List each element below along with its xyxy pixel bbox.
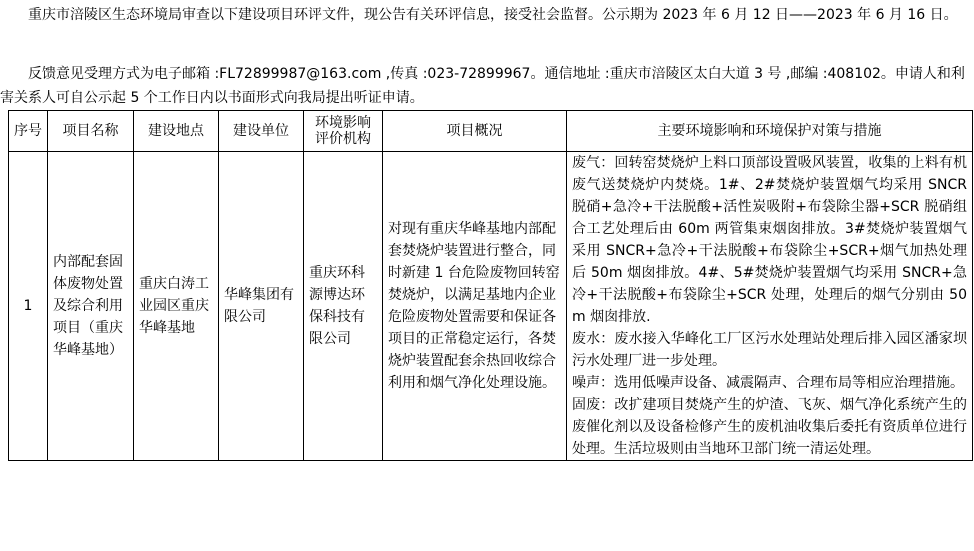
notice-paragraph-feedback: 反馈意见受理方式为电子邮箱 :FL72899987@163.com ,传真 :023-72899967。通信地址 :重庆市涪陵区太白大道 3 号 ,邮编 :408102。申请人和利害关系人可自公示起 5 个工作日内以书面形式向我局提出听证申请。 — [0, 66, 965, 106]
header-overview: 项目概况 — [383, 111, 567, 152]
header-project-name: 项目名称 — [48, 111, 134, 152]
cell-project-name: 内部配套固体废物处置及综合利用项目（重庆华峰基地） — [48, 152, 134, 461]
cell-unit: 华峰集团有限公司 — [219, 152, 304, 461]
table-row — [9, 152, 973, 461]
cell-eia-agency: 重庆环科源博达环保科技有限公司 — [304, 152, 383, 461]
header-seq: 序号 — [9, 111, 48, 152]
measure-solid: 固废：改扩建项目焚烧产生的炉渣、飞灰、烟气净化系统产生的废催化剂以及设备检修产生的废机油收集后委托有资质单位进行处理。生活垃圾则由当地环卫部门统一清运处理。 — [572, 397, 967, 457]
project-table — [8, 110, 973, 461]
notice-paragraph-publicity: 重庆市涪陵区生态环境局审查以下建设项目环评文件，现公告有关环评信息，接受社会监督。公示期为 2023 年 6 月 12 日——2023 年 6 月 16 日。 — [28, 7, 958, 23]
cell-overview: 对现有重庆华峰基地内部配套焚烧炉装置进行整合，同时新建 1 台危险废物回转窑焚烧炉，以满足基地内企业危险废物处置需要和保证各项目的正常稳定运行，各焚烧炉装置配套余热回收综合利用和烟气净化处理设施。 — [383, 152, 567, 461]
cell-seq: 1 — [9, 152, 48, 461]
header-measures: 主要环境影响和环境保护对策与措施 — [567, 111, 973, 152]
measure-gas: 废气：回转窑焚烧炉上料口顶部设置吸风装置，收集的上料有机废气送焚烧炉内焚烧。1#、2#焚烧炉装置烟气均采用 SNCR 脱硝+急冷+干法脱酸+活性炭吸附+布袋除尘器+SCR 脱硝组合工艺处理后由 60m 两管集束烟囱排放。3#焚烧炉装置烟气采用 SNCR+急冷+干法脱酸+布袋除尘+SCR+烟气加热处理后 50m 烟囱排放。4#、5#焚烧炉装置烟气均采用 SNCR+急冷+干法脱酸+布袋除尘+SCR 处理，处理后的烟气分别由 50m 烟囱排放. — [572, 155, 967, 325]
cell-measures — [567, 152, 973, 461]
table-header-row — [9, 111, 973, 152]
cell-location: 重庆白涛工业园区重庆华峰基地 — [134, 152, 219, 461]
header-location: 建设地点 — [134, 111, 219, 152]
header-eia-agency: 环境影响评价机构 — [304, 111, 383, 152]
measure-water: 废水：废水接入华峰化工厂区污水处理站处理后排入园区潘家坝污水处理厂进一步处理。 — [572, 331, 967, 369]
header-unit: 建设单位 — [219, 111, 304, 152]
measure-noise: 噪声：选用低噪声设备、减震隔声、合理布局等相应治理措施。 — [572, 375, 964, 391]
